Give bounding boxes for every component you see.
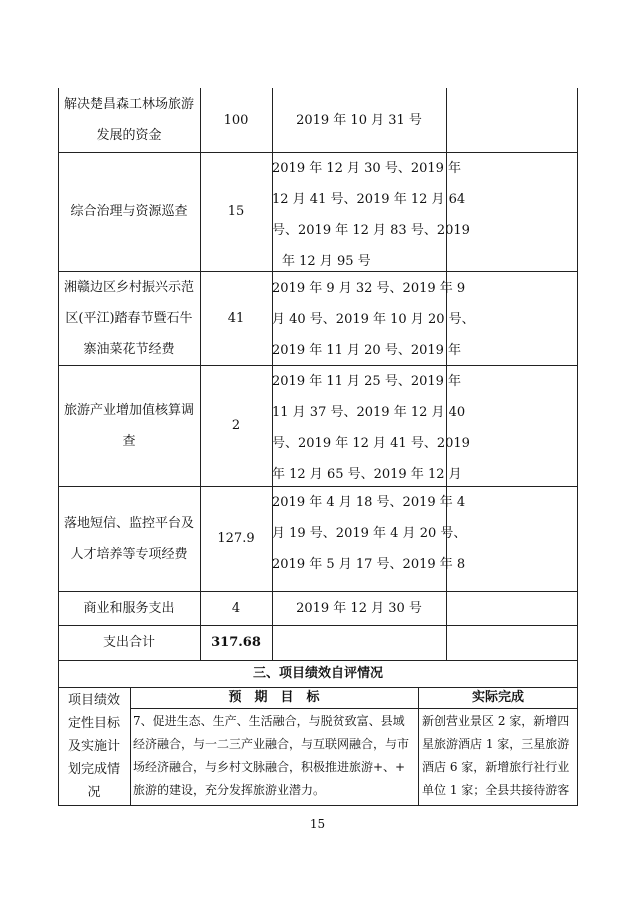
row-docs: 2019 年 4 月 18 号、2019 年 4 月 19 号、2019 年 4 月 20 号、 2019 年 5 月 17 号、2019 年 8 (272, 495, 467, 572)
section-title: 三、项目绩效自评情况 (252, 666, 383, 681)
table-row (58, 591, 200, 625)
row-amount: 127.9 (217, 531, 255, 546)
goal-header: 预 期 目 标 (228, 690, 320, 705)
section-header-line (130, 708, 578, 709)
row-amount: 4 (231, 600, 241, 616)
row-docs: 2019 年 12 月 30 号 (296, 600, 422, 616)
row-name: 商业和服务支出 (83, 600, 175, 616)
row-name: 综合治理与资源巡查 (70, 204, 188, 219)
actual-header: 实际完成 (471, 690, 524, 705)
row-amount: 100 (223, 112, 249, 128)
table-row (58, 152, 200, 271)
row-name: 旅游产业增加值核算调 查 (63, 402, 194, 449)
row-name: 解决楚昌森工林场旅游 发展的资金 (63, 97, 194, 143)
row-docs: 2019 年 10 月 31 号 (296, 112, 422, 128)
table-border-right (577, 88, 578, 660)
row-docs: 2019 年 12 月 30 号、2019 年 12 月 41 号、2019 年 12 月 64 号、2019 年 12 月 83 号、2019 年 12 月 95 号 (272, 161, 470, 269)
section-left-label: 项目绩效 定性目标 及实施计 划完成情 况 (67, 693, 120, 800)
row-amount: 41 (227, 310, 245, 326)
total-label: 支出合计 (102, 635, 155, 650)
row-name: 湘赣边区乡村振兴示范 区(平江)踏春节暨石牛 寨油菜花节经费 (63, 279, 194, 357)
total-amount: 317.68 (211, 635, 261, 650)
table-row (58, 486, 200, 591)
section-bottom-line (58, 805, 578, 806)
table-row (58, 271, 200, 365)
row-name: 落地短信、监控平台及 人才培养等专项经费 (63, 515, 194, 562)
row-amount: 15 (227, 204, 245, 219)
table-row (58, 365, 200, 486)
actual-text: 新创营业景区 2 家，新增四 星旅游酒店 1 家，三星旅游 酒店 6 家，新增旅行社行业 单位 1 家；全县共接待游客 (422, 714, 570, 797)
goal-text: 7、促进生态、生产、生活融合，与脱贫致富、县域 经济融合，与一二三产业融合，与互联网融合，与市 场经济融合，与乡村文脉融合，积极推进旅游+、+ 旅游的建设，充分发挥旅游业潜力。 (133, 714, 410, 797)
row-amount: 2 (231, 418, 241, 433)
table-row (58, 88, 200, 152)
row-docs: 2019 年 9 月 32 号、2019 年 9 月 40 号、2019 年 10 月 20 号、 2019 年 11 月 20 号、2019 年 (272, 281, 475, 358)
row-docs: 2019 年 11 月 25 号、2019 年 11 月 37 号、2019 年 12 月 40 号、2019 年 12 月 41 号、2019 年 12 月 65 号、2019 年 12 月 (272, 374, 470, 482)
page-number: 15 (309, 817, 326, 831)
